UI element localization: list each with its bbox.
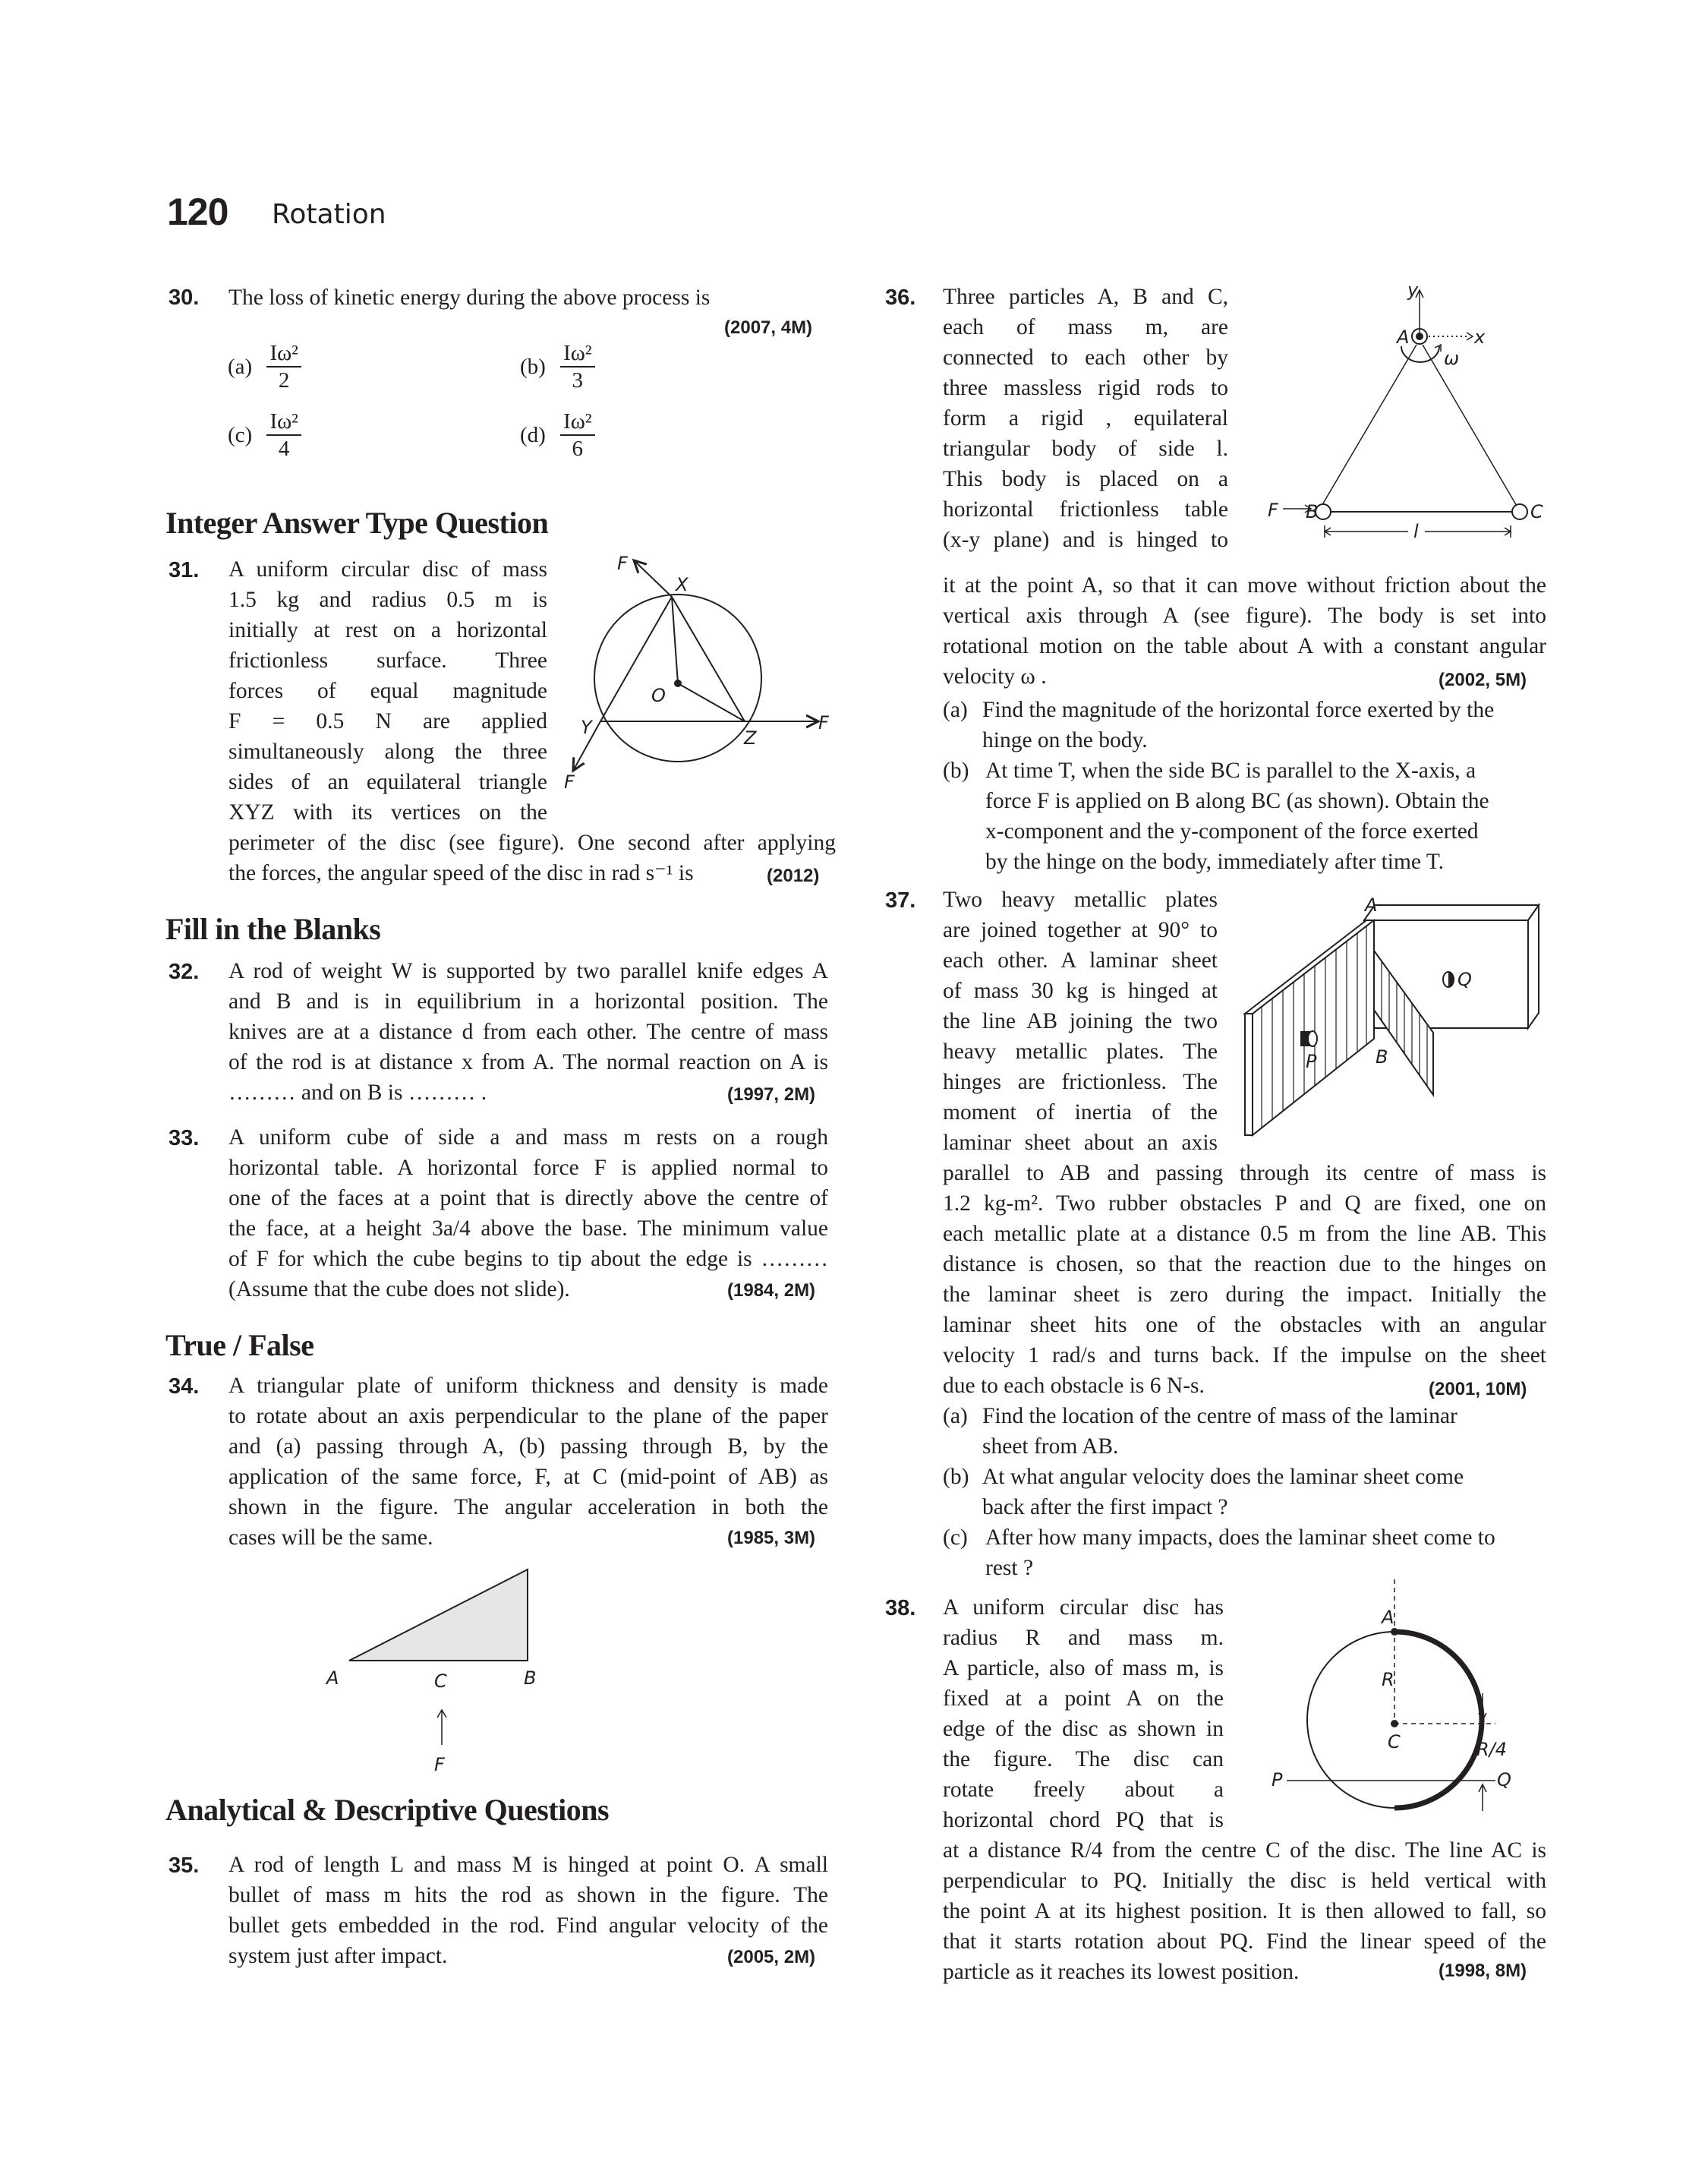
svg-text:C: C — [1530, 501, 1543, 522]
svg-text:F: F — [1268, 500, 1278, 521]
exam-year-tag: (2002, 5M) — [1439, 670, 1527, 690]
svg-text:Q: Q — [1497, 1769, 1511, 1790]
question-text-continued: parallel to AB and passing through its centre of mass is 1.2 kg-m². Two rubber obstacles P and Q are fixed, one on each metallic plate at a distance 0.5 m from the line AB. This distance is chosen, so that the reaction due to the hinges on the laminar sheet is zero during the impact. Initially the laminar sheet hits one of the obstacles with an angular velocity 1 rad/s and turns back. If the impulse on the sheet due to each obstacle is 6 N-s. — [943, 1161, 1546, 1398]
exam-year-tag: (2001, 10M) — [1429, 1379, 1527, 1399]
question-text: A triangular plate of uniform thickness and density is made to rotate about an axis perpendicular to the plane of the paper and (a) passing through A, (b) passing through B, by the application of the same force, F, at C (mid-point of AB) as shown in the figure. The angular acceleration in both the cases will be the same. — [228, 1374, 828, 1550]
question-text: A rod of weight W is supported by two parallel knife edges A and B and is in equilibrium in a horizontal position. The knives are at a distance d from each other. The centre of mass of the rod is at distance x from A. The normal reaction on A is ……… and on B is ……… . — [228, 959, 828, 1105]
section-heading: Analytical & Descriptive Questions — [165, 1793, 610, 1827]
svg-text:F: F — [564, 771, 575, 793]
question-number: 34. — [169, 1374, 200, 1399]
svg-text:B: B — [524, 1667, 537, 1689]
question-text: A uniform circular disc of mass 1.5 kg and radius 0.5 m is initially at rest on a horizontal frictionless surface. Three forces of equal magnitude F = 0.5 N are applied simultaneously along the three sides of an equilateral triangle XYZ with its vertices on the — [228, 557, 547, 825]
svg-text:l: l — [1413, 521, 1419, 542]
option-b: (b) $\frac{\text{Iω²}}{3}$ — [520, 340, 595, 393]
svg-text:ω: ω — [1444, 348, 1460, 369]
svg-text:C: C — [1388, 1731, 1401, 1752]
svg-text:Z: Z — [744, 727, 757, 749]
svg-text:x: x — [1474, 327, 1486, 348]
svg-text:A: A — [1397, 327, 1410, 348]
triangular-plate-figure — [304, 1541, 729, 1777]
question-number: 37. — [885, 888, 916, 913]
question-text-continued: it at the point A, so that it can move without friction about the vertical axis through A (see figure). The body is set into rotational motion on the table about A with a constant angular velocity ω . — [943, 573, 1546, 689]
exam-year-tag: (2005, 2M) — [727, 1947, 816, 1967]
svg-text:C: C — [434, 1670, 447, 1692]
disc-triangle-forces-figure — [562, 539, 850, 797]
question-number: 33. — [169, 1126, 200, 1150]
question-number: 38. — [885, 1596, 916, 1620]
svg-text:P: P — [1306, 1051, 1317, 1072]
exam-year-tag: (1984, 2M) — [727, 1280, 816, 1301]
option-a: (a) $\frac{\text{Iω²}}{2}$ — [228, 340, 301, 393]
hinged-plates-figure — [1230, 896, 1556, 1147]
question-text: A uniform cube of side a and mass m rests on a rough horizontal table. A horizontal force F is applied normal to one of the faces at a point that is directly above the centre of the face, at a height 3a/4 above the base. The minimum value of F for which the cube begins to tip about the edge is ……… (Assume that the cube does not slide). — [228, 1125, 828, 1301]
question-text: Two heavy metallic plates are joined together at 90° to each other. A laminar sheet of mass 30 kg is hinged at the line AB joining the two heavy metallic plates. The hinges are frictionless. The moment of inertia of the laminar sheet about an axis — [943, 888, 1218, 1155]
sub-question-c: (c) After how many impacts, does the laminar sheet come to rest ? — [943, 1525, 1495, 1580]
option-c: (c) $\frac{\text{Iω²}}{4}$ — [228, 409, 301, 462]
svg-text:B: B — [1376, 1046, 1388, 1068]
question-number: 30. — [169, 285, 200, 310]
svg-text:A: A — [1365, 896, 1378, 916]
page-number: 120 — [167, 191, 228, 233]
exam-year-tag: (2007, 4M) — [724, 317, 813, 338]
question-text: A rod of length L and mass M is hinged at point O. A small bullet of mass m hits the rod as shown in the figure. The bullet gets embedded in the rod. Find angular velocity of the system just after impact. — [228, 1853, 828, 1968]
exam-year-tag: (2012) — [767, 866, 820, 886]
question-number: 36. — [885, 285, 916, 310]
svg-text:A: A — [1382, 1607, 1394, 1628]
question-text: The loss of kinetic energy during the above process is — [228, 285, 711, 310]
svg-text:R/4: R/4 — [1476, 1739, 1508, 1760]
question-text-continued: at a distance R/4 from the centre C of the disc. The line AC is perpendicular to PQ. Initially the disc is held vertical with the point A at its highest position. It is then allowed to fall, so that it starts rotation about PQ. Find the linear speed of the particle as it reaches its lowest position. — [943, 1838, 1546, 1984]
exam-year-tag: (1985, 3M) — [727, 1528, 816, 1548]
svg-text:B: B — [1306, 501, 1319, 522]
svg-text:O: O — [651, 685, 666, 706]
exam-year-tag: (1997, 2M) — [727, 1084, 816, 1105]
sub-question-b: (b) At what angular velocity does the laminar sheet come back after the first impact ? — [943, 1465, 1464, 1519]
disc-chord-figure — [1230, 1579, 1556, 1822]
question-number: 32. — [169, 960, 200, 984]
svg-text:P: P — [1272, 1769, 1283, 1790]
svg-text:Q: Q — [1457, 969, 1472, 990]
question-number: 31. — [169, 558, 200, 582]
svg-text:F: F — [434, 1754, 445, 1775]
svg-text:Y: Y — [581, 717, 592, 738]
section-heading: Fill in the Blanks — [165, 912, 381, 946]
svg-text:y: y — [1407, 281, 1419, 301]
section-heading: Integer Answer Type Question — [165, 506, 549, 540]
option-d: (d) $\frac{\text{Iω²}}{6}$ — [520, 409, 595, 462]
question-number: 35. — [169, 1853, 200, 1878]
svg-text:X: X — [676, 574, 689, 595]
question-text-continued: perimeter of the disc (see figure). One second after applying the forces, the angular speed of the disc in rad s⁻¹ is — [228, 831, 836, 885]
svg-text:A: A — [326, 1667, 339, 1689]
sub-question-a: (a) Find the location of the centre of mass of the laminar sheet from AB. — [943, 1404, 1457, 1459]
sub-question-b: (b) At time T, when the side BC is parallel to the X-axis, a force F is applied on B along BC (as shown). Obtain the x-component and the y-component of the force exerted by the hinge on the body, immediately after time T. — [943, 759, 1489, 874]
svg-text:R: R — [1382, 1669, 1394, 1690]
question-text: Three particles A, B and C, each of mass m, are connected to each other by three massless rigid rods to form a rigid , equilateral triangular body of side l. This body is placed on a horizontal frictionless table (x-y plane) and is hinged to — [943, 285, 1228, 552]
sub-question-a: (a) Find the magnitude of the horizontal force exerted by the hinge on the body. — [943, 698, 1495, 752]
triangle-hinge-figure — [1245, 281, 1564, 554]
svg-text:F: F — [617, 553, 628, 574]
section-heading: True / False — [165, 1328, 314, 1362]
svg-text:F: F — [818, 712, 829, 733]
chapter-title: Rotation — [272, 199, 386, 230]
exam-year-tag: (1998, 8M) — [1439, 1961, 1527, 1981]
question-text: A uniform circular disc has radius R and mass m. A particle, also of mass m, is fixed at a point A on the edge of the disc as shown in the figure. The disc can rotate freely about a horizontal chord PQ that is — [943, 1595, 1224, 1832]
